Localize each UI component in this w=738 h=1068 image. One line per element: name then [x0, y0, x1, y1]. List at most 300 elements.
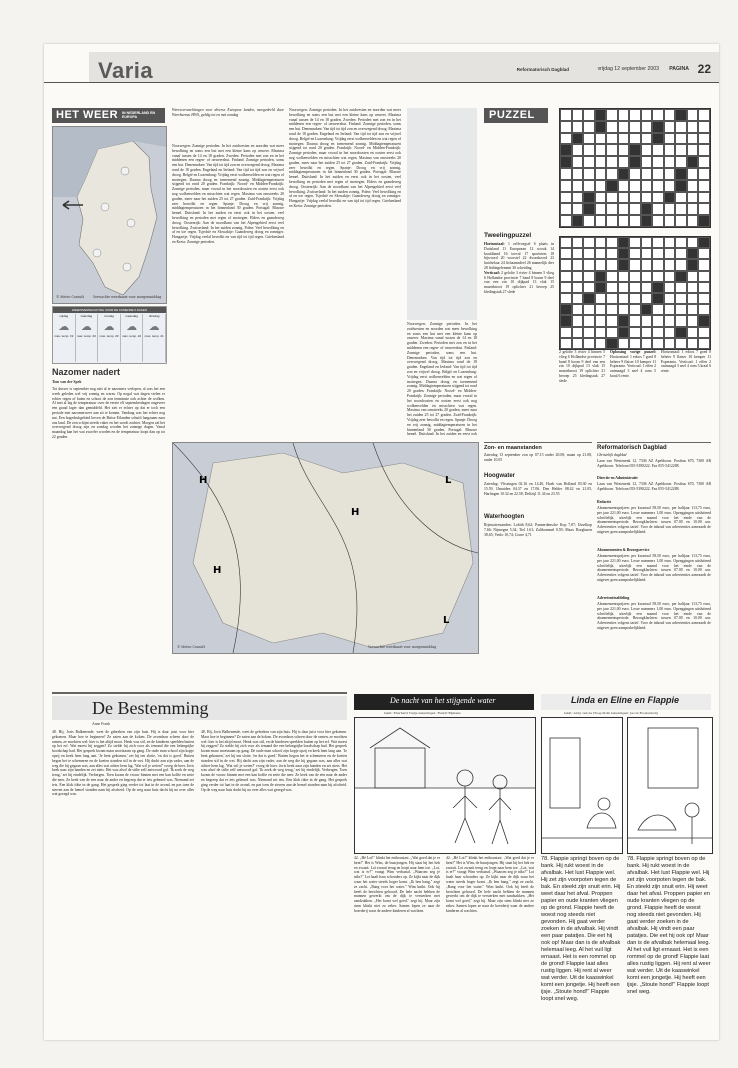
crossword-cell[interactable]: [698, 259, 710, 270]
crossword-cell[interactable]: [606, 121, 618, 133]
crossword-cell[interactable]: [583, 215, 595, 227]
crossword-cell[interactable]: [664, 248, 676, 259]
crossword-cell[interactable]: [629, 304, 641, 315]
crossword-cell[interactable]: [675, 109, 687, 121]
zon-rule: [484, 442, 592, 443]
crossword-cell[interactable]: [687, 156, 699, 168]
crossword-cell[interactable]: [641, 293, 653, 304]
crossword-cell[interactable]: [595, 156, 607, 168]
crossword-cell[interactable]: [629, 293, 641, 304]
crossword-cell[interactable]: [572, 168, 584, 180]
crossword-cell[interactable]: [641, 259, 653, 270]
section-title: Varia: [98, 58, 154, 83]
crossword-cell[interactable]: [641, 327, 653, 338]
crossword-cell[interactable]: [618, 168, 630, 180]
crossword-cell[interactable]: [664, 121, 676, 133]
crossword-cell[interactable]: [583, 144, 595, 156]
crossword-cell[interactable]: [675, 215, 687, 227]
crossword-cell[interactable]: [583, 259, 595, 270]
crossword-cell[interactable]: [583, 293, 595, 304]
weather-article-author: Tom van der Spek: [52, 380, 82, 384]
crossword-cell[interactable]: [664, 237, 676, 248]
forecast-day-temp: max. temp. 20: [99, 334, 119, 338]
crossword-cell[interactable]: [572, 121, 584, 133]
crossword-cell[interactable]: [606, 203, 618, 215]
waterhoogten-text: Rijnwaterstanden: Lobith 8,62; Pannerdensche Kop 7,87; IJsselkop 7,66; Nijmegen 5,34; Tiel 1,61; Zaltbommel 0,59; Maas: Borgharen 38,65; Venlo 10,74; Grave 4,71: [484, 523, 592, 537]
crossword-cell[interactable]: [629, 282, 641, 293]
crossword-cell[interactable]: [629, 215, 641, 227]
sun-cloud-icon: ☁: [58, 321, 70, 333]
crossword-cell[interactable]: [595, 180, 607, 192]
crossword-cell[interactable]: [618, 304, 630, 315]
crossword-cell[interactable]: [664, 271, 676, 282]
crossword-cell[interactable]: [698, 133, 710, 145]
crossword-cell[interactable]: [675, 293, 687, 304]
crossword-cell[interactable]: [664, 192, 676, 204]
crossword-cell[interactable]: [664, 315, 676, 326]
crossword-cell[interactable]: [606, 293, 618, 304]
crossword-cell[interactable]: [618, 327, 630, 338]
crossword-cell[interactable]: [629, 180, 641, 192]
comic1-header: [354, 694, 534, 710]
crossword-cell[interactable]: [675, 315, 687, 326]
crossword-cell[interactable]: [618, 293, 630, 304]
crossword-cell[interactable]: [606, 237, 618, 248]
crossword-cell[interactable]: [629, 168, 641, 180]
crossword-cell[interactable]: [595, 121, 607, 133]
crossword-cell[interactable]: [664, 180, 676, 192]
crossword-cell[interactable]: [595, 304, 607, 315]
crossword-cell[interactable]: [606, 133, 618, 145]
crossword-cell[interactable]: [560, 304, 572, 315]
crossword-cell[interactable]: [560, 259, 572, 270]
crossword-cell[interactable]: [641, 248, 653, 259]
crossword-cell[interactable]: [618, 215, 630, 227]
crossword-cell[interactable]: [618, 109, 630, 121]
svg-text:L: L: [445, 475, 452, 486]
crossword-cell[interactable]: [652, 304, 664, 315]
crossword-cell[interactable]: [687, 168, 699, 180]
five-day-forecast: [52, 306, 167, 364]
crossword-cell[interactable]: [583, 338, 595, 349]
crossword-cell[interactable]: [687, 282, 699, 293]
crossword-cell[interactable]: [595, 338, 607, 349]
crossword-cell[interactable]: [664, 282, 676, 293]
crossword-cell[interactable]: [652, 282, 664, 293]
advertentie-text: Abonnementsprijzen: per kwartaal 58,50 euro, per halfjaar 113,75 euro, per jaar 221,00 euro. Losse nummers 1,00 euro. Opzeggingen uitsluitend schriftelijk, uiterlijk een maand voor het einde van de abonnementsperiode. Bezorgklachten: tussen 07.00 en 10.00 uur. Advertenties volgens tarief. Voor de inhoud van advertenties aanvaardt de uitgever geen aansprakelijkheid.: [597, 602, 711, 630]
crossword-cell[interactable]: [629, 121, 641, 133]
redactie-text: Abonnementsprijzen: per kwartaal 58,50 euro, per halfjaar 113,75 euro, per jaar 221,00 euro. Losse nummers 1,00 euro. Opzeggingen uitsluitend schriftelijk, uiterlijk een maand voor het einde van de abonnementsperiode. Bezorgklachten: tussen 07.00 en 10.00 uur. Advertenties volgens tarief. Voor de inhoud van advertenties aanvaardt de uitgever geen aansprakelijkheid.: [597, 506, 711, 534]
crossword-cell[interactable]: [652, 133, 664, 145]
crossword-cell[interactable]: [652, 109, 664, 121]
crossword-cell[interactable]: [595, 215, 607, 227]
crossword-cell[interactable]: [698, 271, 710, 282]
solution-text: Horizontaal: 1 edoos 7 goed 8 beheer 9 flaiser 10 kemper 11 Esperanto. Verticaal: 1 effen 2 ontmaagd 3 snel 4 oom 5 kraal 6 rente.: [610, 354, 656, 378]
crossword-cell[interactable]: [641, 133, 653, 145]
crossword-cell[interactable]: [606, 156, 618, 168]
crossword-cell[interactable]: [664, 109, 676, 121]
forecast-day: [121, 314, 144, 362]
crossword-cell[interactable]: [698, 168, 710, 180]
crossword-cell[interactable]: [687, 271, 699, 282]
weather-subtitle: IN NEDERLAND EN EUROPA: [122, 111, 156, 119]
crossword-cell[interactable]: [560, 293, 572, 304]
crossword-cell[interactable]: [698, 109, 710, 121]
crossword-cell[interactable]: [664, 304, 676, 315]
crossword-grid-2[interactable]: [559, 236, 711, 350]
comic2-panel-1: [541, 717, 623, 854]
crossword-cell[interactable]: [560, 133, 572, 145]
colophon-subtitle: Christelijk dagblad: [597, 453, 627, 457]
crossword-cell[interactable]: [606, 327, 618, 338]
comic2-drawing-1: [542, 718, 622, 853]
comic1-drawing: [355, 718, 535, 853]
crossword-cell[interactable]: [641, 192, 653, 204]
crossword-cell[interactable]: [629, 203, 641, 215]
crossword-cell[interactable]: [664, 203, 676, 215]
crossword-grid-1[interactable]: [559, 108, 711, 228]
europe-weather-col2: Noorwegen: Zonnige perioden. In het zuidwesten en noorden wat meer bewolking en soms een bui met een kleine kans op onweer. Maxima vanaf tussen de 14 en 18 graden. Zweden: Perioden met zon en in het middenen een regen- of onweersbui. Finland: Zonnige perioden, soms een bui. Denemarken: Van tijd tot tijd zon en overwegend droog. Maxima rond de 18 graden. Engeland en Ierland: Van tijd tot tijd zon en vrijwel droog. België en Luxemburg: Vrijdag eerst wolkenvelden en wat regen of motregen. Daarna droog en toenemend zonnig. Middagtemperaturen stijgend tot rond 20 graden. Frankrijk: Noord- en Midden-Frankrijk: Zonnige perioden, maar vooral in het noordoosten en oosten eerst ook nog wolkenvelden en misschien wat regen. Maxima van omstreeks 20 graden, meer naar het zuiden 25 tot 27 graden. Zuid-Frankrijk: Vrijdag zeer bewolkt en regen. Spanje: Droog en vrij zonnig, middagtemperaturen in het binnenland 30 graden. Portugal: Blauwe hemel. Duitsland: In het zuiden en eerst ook in het oosten, veel bewolking en perioden met regen of motregen. Elders en gaandeweg droog. Oostenrijk: Aan de noordkant van het Alpengebied eerst veel bewolking. Zwitserland: In het zuiden zonnig. Polen: Veel bewolking en af en toe regen. Tsjechië en Slowakije: Gaandeweg droog en zonniger. Hongarije: Vrijdag veelal bewolkt en van tijd tot tijd regen. Griekenland en Kreta: Zonnige perioden.: [289, 108, 401, 208]
crossword-cell[interactable]: [572, 327, 584, 338]
crossword-cell[interactable]: [641, 109, 653, 121]
crossword-cell[interactable]: [583, 248, 595, 259]
crossword-cell[interactable]: [606, 215, 618, 227]
redactie-title: Redactie: [597, 500, 612, 504]
crossword-cell[interactable]: [687, 304, 699, 315]
crossword-cell[interactable]: [583, 121, 595, 133]
crossword-cell[interactable]: [583, 237, 595, 248]
crossword-cell[interactable]: [629, 315, 641, 326]
crossword-cell[interactable]: [675, 338, 687, 349]
crossword-cell[interactable]: [583, 156, 595, 168]
crossword-cell[interactable]: [698, 282, 710, 293]
crossword-cell[interactable]: [560, 168, 572, 180]
crossword-cell[interactable]: [560, 315, 572, 326]
crossword-cell[interactable]: [560, 156, 572, 168]
crossword-cell[interactable]: [583, 271, 595, 282]
crossword-cell[interactable]: [687, 144, 699, 156]
crossword-cell[interactable]: [583, 315, 595, 326]
comic2-header: [541, 694, 711, 710]
bestemming-header: [52, 696, 347, 720]
crossword-cell[interactable]: [572, 203, 584, 215]
crossword-cell[interactable]: [675, 259, 687, 270]
bestemming-author: Anne Frank: [92, 722, 111, 726]
crossword-cell[interactable]: [606, 168, 618, 180]
crossword-cell[interactable]: [618, 315, 630, 326]
crossword-cell[interactable]: [675, 237, 687, 248]
crossword-cell[interactable]: [606, 315, 618, 326]
crossword-cell[interactable]: [641, 315, 653, 326]
crossword-cell[interactable]: [583, 203, 595, 215]
crossword-cell[interactable]: [687, 338, 699, 349]
forecast-day: [143, 314, 166, 362]
crossword-cell[interactable]: [675, 327, 687, 338]
puzzle-solution-col2: Horizontaal: 1 edoos 7 goed 8 beheer 9 flaiser 10 kemper 11 Esperanto. Verticaal: 1 effen 2 ontmaagd 3 snel 4 oom 5 kraal 6 rente.: [661, 350, 711, 374]
comic1-title: De nacht van het stijgende water: [390, 696, 496, 705]
crossword-cell[interactable]: [606, 338, 618, 349]
crossword-cell[interactable]: [687, 215, 699, 227]
crossword-cell[interactable]: [560, 192, 572, 204]
crossword-cell[interactable]: [595, 237, 607, 248]
crossword-cell[interactable]: [687, 327, 699, 338]
crossword-cell[interactable]: [572, 293, 584, 304]
crossword-cell[interactable]: [629, 237, 641, 248]
forecast-day-name: zondag: [104, 314, 114, 318]
europe-map-graphic: [173, 443, 478, 653]
crossword-cell[interactable]: [572, 338, 584, 349]
crossword-cell[interactable]: [652, 327, 664, 338]
crossword-cell[interactable]: [652, 259, 664, 270]
crossword-cell[interactable]: [595, 282, 607, 293]
crossword-cell[interactable]: [606, 304, 618, 315]
crossword-cell[interactable]: [641, 338, 653, 349]
crossword-cell[interactable]: [572, 109, 584, 121]
crossword-cell[interactable]: [641, 203, 653, 215]
crossword-cell[interactable]: [675, 144, 687, 156]
crossword-cell[interactable]: [618, 180, 630, 192]
crossword-cell[interactable]: [606, 192, 618, 204]
crossword-cell[interactable]: [595, 109, 607, 121]
crossword-cell[interactable]: [675, 271, 687, 282]
crossword-cell[interactable]: [698, 248, 710, 259]
crossword-cell[interactable]: [687, 180, 699, 192]
crossword-cell[interactable]: [595, 327, 607, 338]
crossword-cell[interactable]: [560, 271, 572, 282]
crossword-cell[interactable]: [641, 237, 653, 248]
colophon-title: Reformatorisch Dagblad: [597, 445, 667, 451]
crossword-cell[interactable]: [618, 338, 630, 349]
zon-title: Zon- en maanstanden: [484, 445, 542, 451]
crossword-cell[interactable]: [583, 133, 595, 145]
crossword-cell[interactable]: [618, 144, 630, 156]
crossword-cell[interactable]: [595, 271, 607, 282]
crossword-cell[interactable]: [606, 271, 618, 282]
bestemming-col2: 48. Hij, Joris Balkenende, weet de gebreken van zijn huis. Hij is daar juist voor hier gekomen. Maar hoe te beginnen? Ze zaten aan de kolom. De avondzon scheen door de ramen, ze mochten wel: hier is het altijd mooi. Henk was stil, en de kinderen speelden buiten op het erf. Wat moest hij zeggen? Zo stelde hij zich voor als iemand die een belangrijke boodschap had. Het gesprek kwam maar moeizaam op gang. De oude man schoof zijn kopje opzij en keek hem lang aan. 'Je bent gekomen,' zei hij ten slotte, 'en dat is goed.' Buiten begon het te schemeren en de koeien stonden stil in de wei. Hij dacht aan zijn vader, aan de weg die hij gegaan was, aan alles wat achter hem lag. 'Wat wil je weten?' vroeg de boer. Joris keek naar zijn handen en zei niets. Het was alsof de stilte zelf antwoord gaf. 'Ik zoek de weg terug,' zei hij eindelijk. Verbergen. Toen kwam de vrouw binnen met een kan koffie en zette die neer. Ze keek van de een naar de ander en begreep dat er iets gebeurd was. Niemand zei iets. Een klok tikte in de gang. Het gesprek ging verder tot laat in de avond, en pas toen de sterren aan de hemel stonden nam hij afscheid. Op de weg naar huis dacht hij na over alles wat gezegd was.: [201, 730, 347, 792]
crossword-cell[interactable]: [664, 327, 676, 338]
crossword-cell[interactable]: [618, 121, 630, 133]
crossword-cell[interactable]: [629, 327, 641, 338]
crossword-cell[interactable]: [560, 109, 572, 121]
crossword-cell[interactable]: [664, 215, 676, 227]
crossword-cell[interactable]: [652, 338, 664, 349]
crossword-cell[interactable]: [652, 271, 664, 282]
crossword-cell[interactable]: [595, 203, 607, 215]
crossword-cell[interactable]: [687, 237, 699, 248]
crossword-cell[interactable]: [687, 315, 699, 326]
page-number: 22: [697, 62, 711, 76]
crossword-cell[interactable]: [698, 237, 710, 248]
crossword-cell[interactable]: [560, 180, 572, 192]
crossword-cell[interactable]: [664, 144, 676, 156]
crossword-cell[interactable]: [629, 192, 641, 204]
crossword-cell[interactable]: [652, 144, 664, 156]
crossword-cell[interactable]: [595, 259, 607, 270]
photo-area: [407, 108, 477, 320]
crossword-cell[interactable]: [618, 282, 630, 293]
crossword-cell[interactable]: [652, 121, 664, 133]
crossword-cell[interactable]: [595, 168, 607, 180]
crossword-cell[interactable]: [583, 109, 595, 121]
crossword-cell[interactable]: [583, 168, 595, 180]
crossword-cell[interactable]: [572, 215, 584, 227]
crossword-cell[interactable]: [583, 327, 595, 338]
crossword-cell[interactable]: [560, 144, 572, 156]
crossword-cell[interactable]: [618, 248, 630, 259]
crossword-cell[interactable]: [652, 315, 664, 326]
crossword-cell[interactable]: [629, 156, 641, 168]
crossword-cell[interactable]: [572, 248, 584, 259]
crossword-cell[interactable]: [606, 259, 618, 270]
crossword-cell[interactable]: [560, 248, 572, 259]
crossword-cell[interactable]: [606, 248, 618, 259]
crossword-cell[interactable]: [652, 168, 664, 180]
crossword-cell[interactable]: [606, 282, 618, 293]
crossword-cell[interactable]: [560, 215, 572, 227]
crossword-cell[interactable]: [664, 259, 676, 270]
crossword-cell[interactable]: [664, 168, 676, 180]
crossword-cell[interactable]: [675, 304, 687, 315]
crossword-cell[interactable]: [675, 248, 687, 259]
crossword-cell[interactable]: [606, 109, 618, 121]
crossword-cell[interactable]: [606, 180, 618, 192]
crossword-cell[interactable]: [698, 327, 710, 338]
crossword-cell[interactable]: [572, 144, 584, 156]
crossword-cell[interactable]: [664, 156, 676, 168]
crossword-cell[interactable]: [652, 237, 664, 248]
crossword-cell[interactable]: [629, 259, 641, 270]
crossword-cell[interactable]: [618, 271, 630, 282]
crossword-cell[interactable]: [698, 304, 710, 315]
crossword-cell[interactable]: [572, 304, 584, 315]
crossword-cell[interactable]: [687, 203, 699, 215]
crossword-cell[interactable]: [698, 144, 710, 156]
crossword-cell[interactable]: [595, 315, 607, 326]
crossword-cell[interactable]: [572, 133, 584, 145]
crossword-cell[interactable]: [641, 271, 653, 282]
crossword-cell[interactable]: [687, 248, 699, 259]
crossword-cell[interactable]: [560, 237, 572, 248]
crossword-cell[interactable]: [652, 215, 664, 227]
crossword-cell[interactable]: [583, 282, 595, 293]
crossword-cell[interactable]: [572, 259, 584, 270]
crossword-cell[interactable]: [629, 271, 641, 282]
crossword-cell[interactable]: [572, 192, 584, 204]
crossword-cell[interactable]: [560, 327, 572, 338]
crossword-cell[interactable]: [698, 180, 710, 192]
crossword-cell[interactable]: [618, 192, 630, 204]
crossword-cell[interactable]: [641, 304, 653, 315]
crossword-cell[interactable]: [583, 192, 595, 204]
crossword-cell[interactable]: [641, 168, 653, 180]
crossword-cell[interactable]: [641, 282, 653, 293]
crossword-cell[interactable]: [572, 271, 584, 282]
crossword-cell[interactable]: [572, 282, 584, 293]
crossword-cell[interactable]: [664, 133, 676, 145]
crossword-cell[interactable]: [652, 192, 664, 204]
crossword-cell[interactable]: [698, 121, 710, 133]
crossword-cell[interactable]: [652, 203, 664, 215]
crossword-cell[interactable]: [572, 237, 584, 248]
crossword-cell[interactable]: [698, 156, 710, 168]
crossword-cell[interactable]: [675, 133, 687, 145]
crossword-cell[interactable]: [675, 192, 687, 204]
crossword-cell[interactable]: [560, 121, 572, 133]
crossword-cell[interactable]: [652, 156, 664, 168]
crossword-cell[interactable]: [675, 282, 687, 293]
crossword-cell[interactable]: [652, 248, 664, 259]
crossword-cell[interactable]: [687, 259, 699, 270]
crossword-cell[interactable]: [583, 304, 595, 315]
crossword-cell[interactable]: [675, 180, 687, 192]
crossword-cell[interactable]: [583, 180, 595, 192]
crossword-cell[interactable]: [595, 144, 607, 156]
crossword-cell[interactable]: [641, 180, 653, 192]
europe-weather-map: [172, 442, 479, 654]
crossword-cell[interactable]: [595, 248, 607, 259]
crossword-cell[interactable]: [664, 293, 676, 304]
crossword-cell[interactable]: [629, 338, 641, 349]
crossword-cell[interactable]: [618, 259, 630, 270]
crossword-cell[interactable]: [618, 203, 630, 215]
crossword-cell[interactable]: [606, 144, 618, 156]
crossword-cell[interactable]: [652, 180, 664, 192]
crossword-cell[interactable]: [629, 248, 641, 259]
forecast-day: [53, 314, 76, 362]
crossword-cell[interactable]: [687, 121, 699, 133]
crossword-cell[interactable]: [698, 203, 710, 215]
crossword-cell[interactable]: [687, 133, 699, 145]
crossword-cell[interactable]: [687, 109, 699, 121]
crossword-cell[interactable]: [618, 156, 630, 168]
crossword-cell[interactable]: [618, 133, 630, 145]
crossword-cell[interactable]: [629, 133, 641, 145]
crossword-cell[interactable]: [698, 192, 710, 204]
crossword-cell[interactable]: [675, 121, 687, 133]
crossword-cell[interactable]: [675, 168, 687, 180]
crossword-cell[interactable]: [664, 338, 676, 349]
crossword-cell[interactable]: [560, 282, 572, 293]
crossword-cell[interactable]: [595, 293, 607, 304]
crossword-cell[interactable]: [560, 203, 572, 215]
crossword-cell[interactable]: [652, 293, 664, 304]
crossword-cell[interactable]: [641, 215, 653, 227]
crossword-cell[interactable]: [629, 144, 641, 156]
crossword-cell[interactable]: [572, 180, 584, 192]
crossword-cell[interactable]: [595, 133, 607, 145]
crossword-cell[interactable]: [629, 109, 641, 121]
crossword-cell[interactable]: [560, 338, 572, 349]
crossword-cell[interactable]: [675, 203, 687, 215]
comic1-panel: [354, 717, 536, 854]
crossword-cell[interactable]: [698, 338, 710, 349]
sun-cloud-icon: ☁: [126, 321, 138, 333]
crossword-cell[interactable]: [698, 215, 710, 227]
crossword-cell[interactable]: [698, 315, 710, 326]
crossword-cell[interactable]: [641, 121, 653, 133]
crossword-cell[interactable]: [595, 192, 607, 204]
crossword-cell[interactable]: [687, 192, 699, 204]
weather-header: [52, 108, 165, 123]
crossword-cell[interactable]: [687, 293, 699, 304]
crossword-cell[interactable]: [698, 293, 710, 304]
crossword-cell[interactable]: [572, 156, 584, 168]
crossword-cell[interactable]: [618, 237, 630, 248]
crossword-cell[interactable]: [641, 144, 653, 156]
crossword-cell[interactable]: [572, 315, 584, 326]
crossword-cell[interactable]: [675, 156, 687, 168]
crossword-cell[interactable]: [641, 156, 653, 168]
